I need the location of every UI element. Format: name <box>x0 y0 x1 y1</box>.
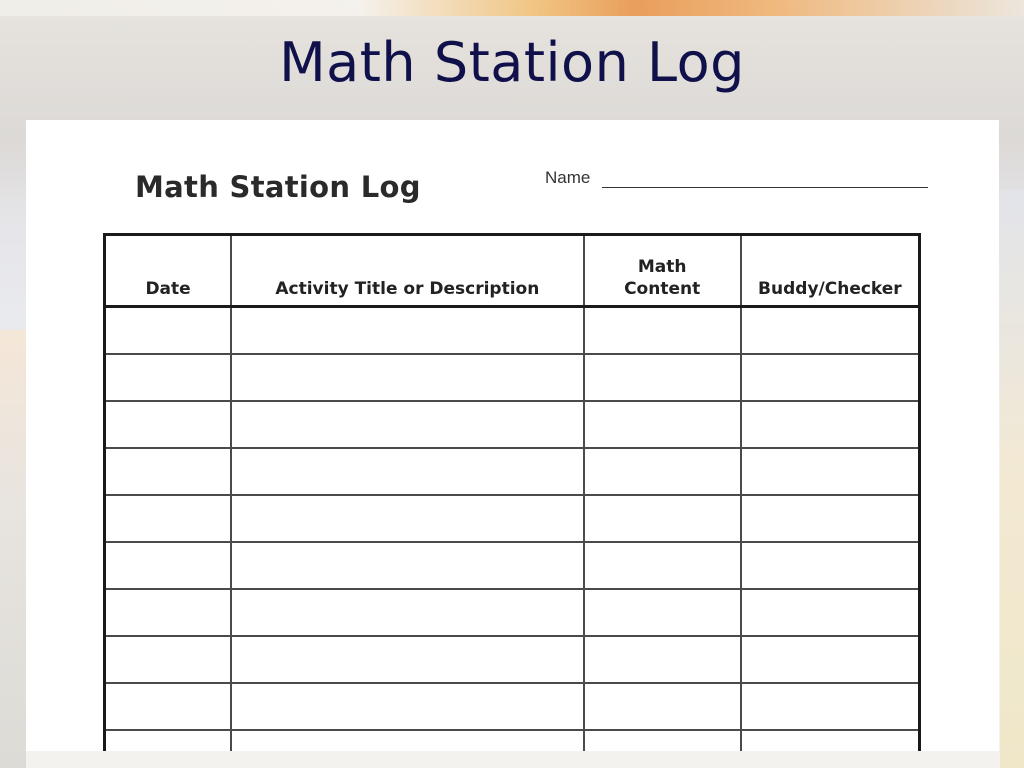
table-row <box>105 401 920 448</box>
cell-date <box>105 307 232 355</box>
cell-date <box>105 683 232 730</box>
cell-buddy-checker <box>741 448 920 495</box>
background-decoration <box>1000 190 1024 768</box>
cell-math-content <box>584 542 741 589</box>
cell-activity <box>231 683 583 730</box>
background-decoration <box>0 0 1024 16</box>
cell-date <box>105 448 232 495</box>
table-row <box>105 448 920 495</box>
cell-activity <box>231 448 583 495</box>
cell-buddy-checker <box>741 636 920 683</box>
table-row <box>105 542 920 589</box>
table-row <box>105 495 920 542</box>
header-buddy-checker <box>741 235 920 307</box>
table-body <box>105 307 920 752</box>
cell-math-content <box>584 589 741 636</box>
table-row <box>105 354 920 401</box>
cell-date <box>105 636 232 683</box>
header-activity <box>231 235 583 307</box>
cell-date <box>105 495 232 542</box>
cell-buddy-checker <box>741 683 920 730</box>
cell-activity <box>231 730 583 751</box>
table-header <box>105 235 920 307</box>
cell-math-content <box>584 636 741 683</box>
cell-math-content <box>584 307 741 355</box>
cell-buddy-checker <box>741 495 920 542</box>
name-blank-line <box>602 187 928 188</box>
header-line: Activity Title or Description <box>275 278 540 299</box>
cell-activity <box>231 495 583 542</box>
header-date <box>105 235 232 307</box>
header-line: Content <box>624 278 701 299</box>
table-row <box>105 730 920 751</box>
header-row <box>105 235 920 307</box>
cell-buddy-checker <box>741 354 920 401</box>
log-table <box>103 233 921 751</box>
table-row <box>105 636 920 683</box>
cell-math-content <box>584 730 741 751</box>
cell-buddy-checker <box>741 401 920 448</box>
slide-title: Math Station Log <box>279 31 745 94</box>
cell-buddy-checker <box>741 730 920 751</box>
cell-math-content <box>584 354 741 401</box>
cell-date <box>105 730 232 751</box>
cell-activity <box>231 401 583 448</box>
table-row <box>105 683 920 730</box>
header-math-content <box>584 235 741 307</box>
worksheet-image <box>26 120 999 751</box>
name-label: Name <box>545 168 591 187</box>
header-line: Math <box>637 256 687 277</box>
cell-activity <box>231 354 583 401</box>
cell-date <box>105 589 232 636</box>
cell-buddy-checker <box>741 542 920 589</box>
cell-activity <box>231 589 583 636</box>
header-line: Date <box>145 278 191 299</box>
cell-math-content <box>584 495 741 542</box>
background-decoration <box>0 330 26 768</box>
cell-date <box>105 401 232 448</box>
cell-date <box>105 354 232 401</box>
header-line: Buddy/Checker <box>758 278 902 299</box>
cell-buddy-checker <box>741 307 920 355</box>
cell-math-content <box>584 683 741 730</box>
cell-math-content <box>584 448 741 495</box>
cell-math-content <box>584 401 741 448</box>
table-row <box>105 307 920 355</box>
cell-activity <box>231 307 583 355</box>
table-row <box>105 589 920 636</box>
cell-date <box>105 542 232 589</box>
cell-activity <box>231 542 583 589</box>
cell-activity <box>231 636 583 683</box>
worksheet-title: Math Station Log <box>135 170 421 204</box>
cell-buddy-checker <box>741 589 920 636</box>
